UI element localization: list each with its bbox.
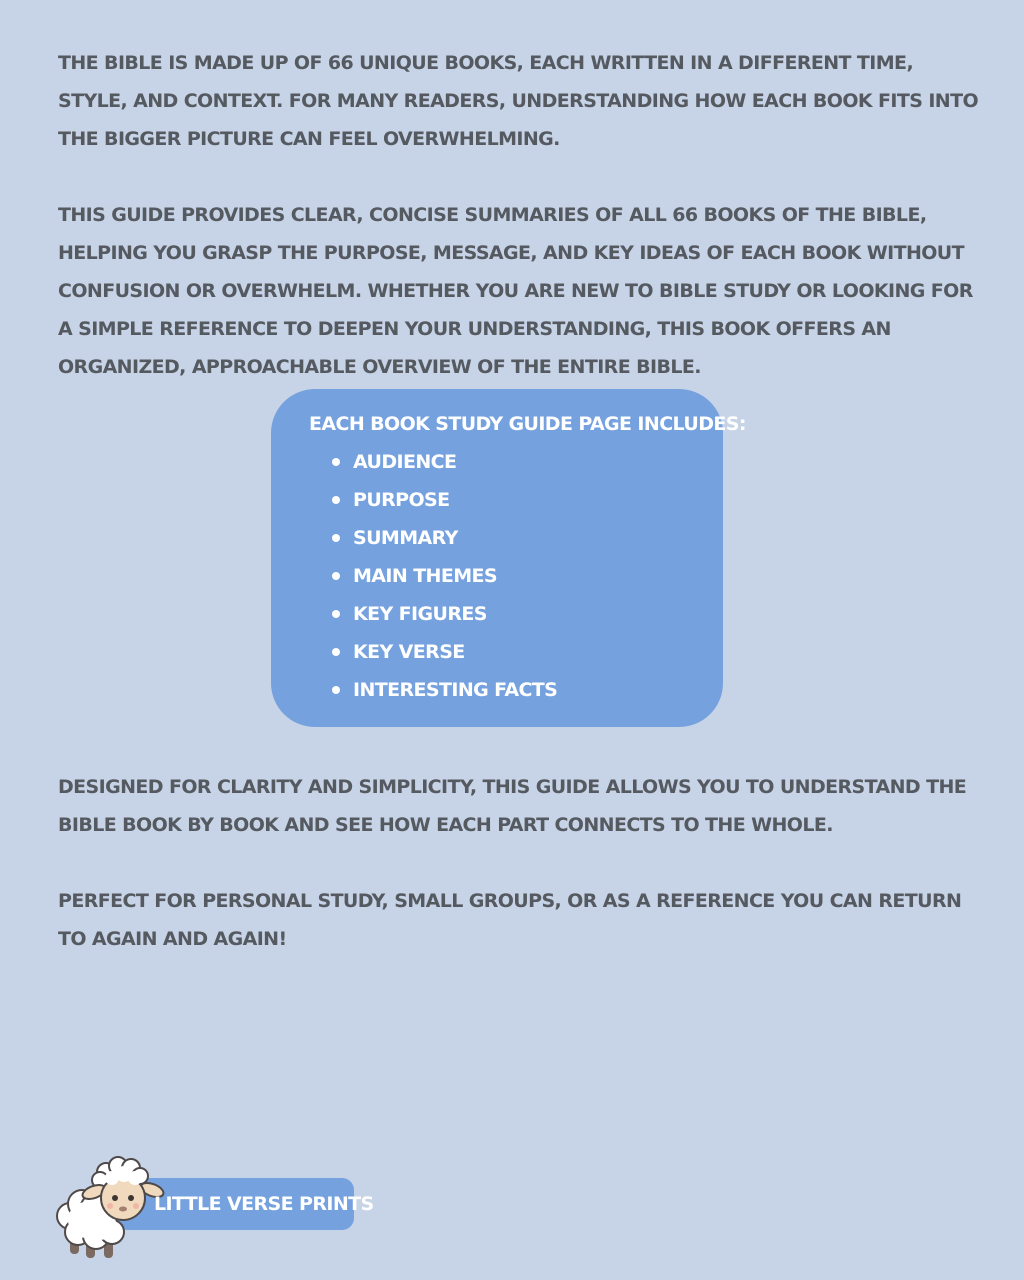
- brand-name: LITTLE VERSE PRINTS: [154, 1193, 374, 1215]
- bullet-icon: [332, 496, 340, 504]
- brand-badge: [56, 1150, 374, 1265]
- includes-title: EACH BOOK STUDY GUIDE PAGE INCLUDES:: [309, 413, 746, 435]
- list-item-label: MAIN THEMES: [353, 565, 498, 587]
- outro-paragraph-2: PERFECT FOR PERSONAL STUDY, SMALL GROUPS, OR AS A REFERENCE YOU CAN RETURN TO AGAIN AND AGAIN!: [58, 890, 962, 950]
- bullet-icon: [332, 648, 340, 656]
- list-item-label: PURPOSE: [353, 489, 450, 511]
- includes-list: [309, 443, 723, 709]
- list-item-label: KEY VERSE: [353, 641, 465, 663]
- bullet-icon: [332, 610, 340, 618]
- lamb-icon: [56, 1154, 166, 1264]
- list-item-label: KEY FIGURES: [353, 603, 487, 625]
- list-item-label: INTERESTING FACTS: [353, 679, 558, 701]
- list-item: [309, 443, 723, 481]
- intro-paragraph-2: THIS GUIDE PROVIDES CLEAR, CONCISE SUMMARIES OF ALL 66 BOOKS OF THE BIBLE, HELPING YOU GRASP THE PURPOSE, MESSAGE, AND KEY IDEAS OF EACH BOOK WITHOUT CONFUSION OR OVERWHELM. WHETHER YOU ARE NEW TO BIBLE STUDY OR LOOKING FOR A SIMPLE REFERENCE TO DEEPEN YOUR UNDERSTANDING, THIS BOOK OFFERS AN ORGANIZED, APPROACHABLE OVERVIEW OF THE ENTIRE BIBLE.: [58, 204, 973, 378]
- includes-box: [271, 389, 746, 727]
- list-item: [309, 519, 723, 557]
- list-item: [309, 671, 723, 709]
- list-item-label: SUMMARY: [353, 527, 458, 549]
- list-item-label: AUDIENCE: [353, 451, 457, 473]
- bullet-icon: [332, 458, 340, 466]
- bullet-icon: [332, 572, 340, 580]
- intro-paragraph-1: THE BIBLE IS MADE UP OF 66 UNIQUE BOOKS, EACH WRITTEN IN A DIFFERENT TIME, STYLE, AND CONTEXT. FOR MANY READERS, UNDERSTANDING HOW EACH BOOK FITS INTO THE BIGGER PICTURE CAN FEEL OVERWHELMING.: [58, 52, 979, 150]
- bullet-icon: [332, 534, 340, 542]
- list-item: [309, 481, 723, 519]
- outro-paragraph-1: DESIGNED FOR CLARITY AND SIMPLICITY, THIS GUIDE ALLOWS YOU TO UNDERSTAND THE BIBLE BOOK BY BOOK AND SEE HOW EACH PART CONNECTS TO THE WHOLE.: [58, 776, 967, 836]
- bullet-icon: [332, 686, 340, 694]
- list-item: [309, 633, 723, 671]
- list-item: [309, 595, 723, 633]
- list-item: [309, 557, 723, 595]
